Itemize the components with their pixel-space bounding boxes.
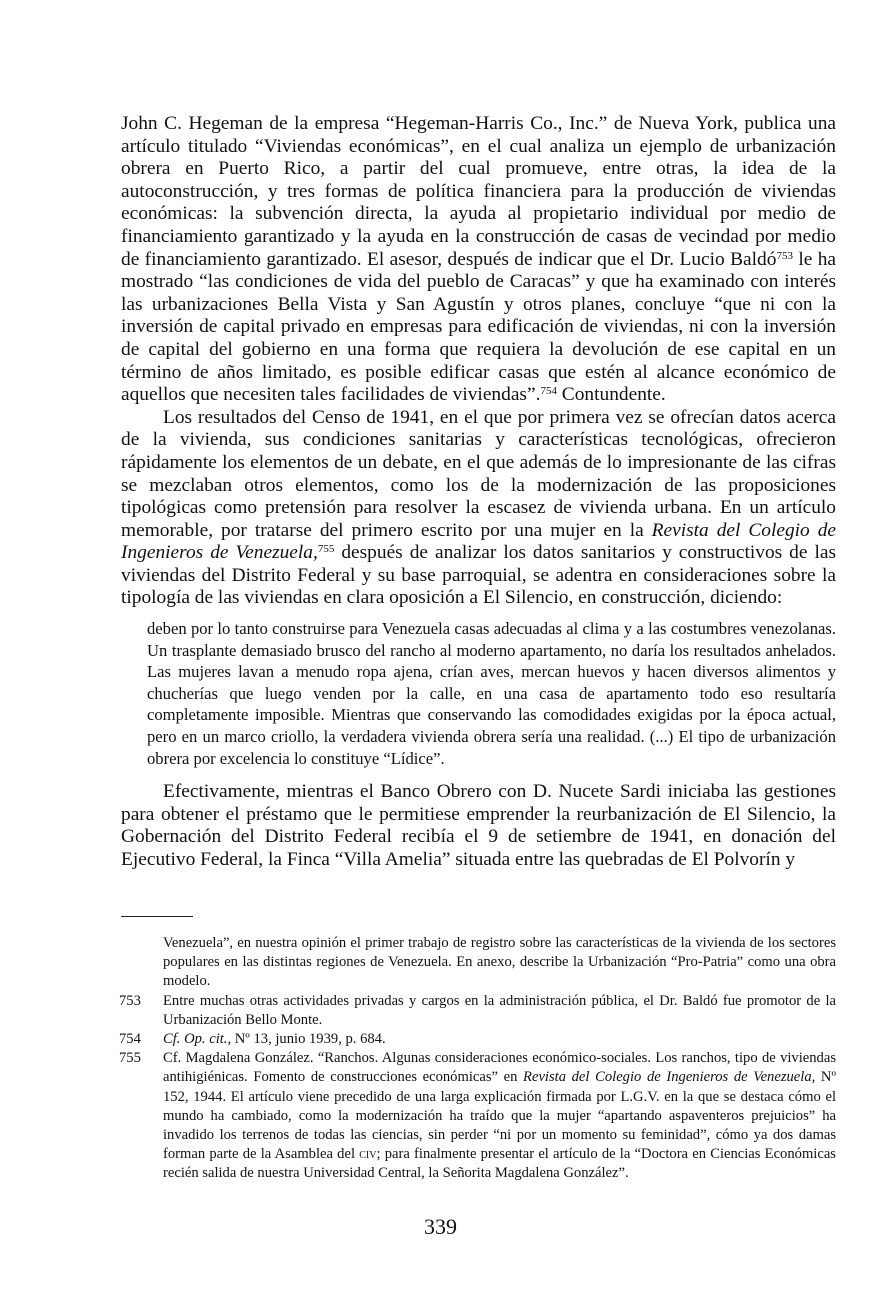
footnote-ref-754[interactable]: 754 — [540, 385, 557, 398]
footnote-755: 755 Cf. Magdalena González. “Ranchos. Algunas consideraciones económico-sociales. Los ranchos, tipo de viviendas antihigiénicas. Fomento de construcciones económicas” en Revista del Colegio de Ingenieros de Venezuela, Nº 152, 1944. El artículo viene precedido de una larga explicación firmada por L.G.V. en la que se destaca cómo el mundo ha cambiado, como la modernización ha traído que la mujer “apartando aspaventeros prejuicios” ha invadido los terrenos de todas las ciencias, sin perder “ni por un momento su feminidad”, cómo ya dos damas forman parte de la Asamblea del civ; para finalmente presentar el artículo de la “Doctora en Ciencias Económicas recién salida de nuestra Universidad Central, la Señorita Magdalena González”. — [119, 1049, 836, 1183]
footnote-754: 754 Cf. Op. cit., Nº 13, junio 1939, p. 684. — [119, 1030, 836, 1049]
footnote-ref-753[interactable]: 753 — [776, 249, 793, 262]
footnote-number: 753 — [119, 992, 141, 1009]
footnote-number: 755 — [119, 1050, 141, 1067]
footnote-ref-755[interactable]: 755 — [317, 543, 335, 556]
footnote-separator — [121, 916, 193, 917]
paragraph-censo: Los resultados del Censo de 1941, en el que por primera vez se ofrecían datos acerca de la vivienda, sus condiciones sanitarias y características tecnológicas, ofrecieron rápidamente los elementos de un debate, en el que además de lo impresionante de las cifras se mezclaban otros elementos, como los de la modernización de las proposiciones tipológicas como pretensión para resolver la escasez de vivienda urbana. En un artículo memorable, por tratarse del primero escrito por una mujer en la Revista del Colegio de Ingenieros de Venezuela,$^{755}$ después de analizar los datos sanitarios y constructivos de las viviendas del Distrito Federal y su base parroquial, se adentra en consideraciones sobre la tipología de las viviendas en clara oposición a El Silencio, en construcción, diciendo: — [121, 406, 836, 609]
block-quote: deben por lo tanto construirse para Venezuela casas adecuadas al clima y a las costumbres venezolanas. Un trasplante demasiado brusco del rancho al moderno apartamento, no daría los resultados anhelados. Las mujeres lavan a menudo ropa ajena, crían aves, mercan huevos y hacen diversos alimentos y chucherías que luego venden por la calle, en una casa de apartamento todo eso resultaría completamente imposible. Mientras que conservando las comodidades exigidas por la época actual, pero en un marco criollo, la verdadera vivienda obrera sería una realidad. (...) El tipo de urbanización obrera por excelencia lo constituye “Lídice”. — [147, 619, 836, 768]
paragraph-hegeman: John C. Hegeman de la empresa “Hegeman-Harris Co., Inc.” de Nueva York, publica una artículo titulado “Viviendas económicas”, en el cual analiza un ejemplo de urbanización obrera en Puerto Rico, a partir del cual promueve, entre otras, la idea de la autoconstrucción, y tres formas de política financiera para la producción de viviendas económicas: la subvención directa, la ayuda al propietario individual por medio de financiamiento garantizado y la ayuda en la construcción de casas de vecindad por medio de financiamiento garantizado. El asesor, después de indicar que el Dr. Lucio Baldó$^{753}$ le ha mostrado “las condiciones de vida del pueblo de Caracas” y que ha examinado con interés las urbanizaciones Bella Vista y San Agustín y otros planes, concluye “que ni con la inversión de capital privado en empresas para edificación de viviendas, ni con la inversión de capital del gobierno en una forma que requiera la devolución de ese capital en un término de años limitado, es posible edificar casas que estén al alcance económico de aquellos que necesiten tales facilidades de viviendas”.$^{754}$ Contundente. — [121, 113, 836, 406]
page-number: 339 — [424, 1214, 457, 1239]
footnote-continued: Venezuela”, en nuestra opinión el primer trabajo de registro sobre las características de la vivienda de los sectores populares en las distintas regiones de Venezuela. En anexo, describe la Urbanización “Pro-Patria” como una obra modelo. — [163, 935, 836, 990]
paragraph-efectivamente: Efectivamente, mientras el Banco Obrero con D. Nucete Sardi iniciaba las gestiones para obtener el préstamo que le permitiese emprender la reurbanización de El Silencio, la Gobernación del Distrito Federal recibía el 9 de setiembre de 1941, en donación del Ejecutivo Federal, la Finca “Villa Amelia” situada entre las quebradas de El Polvorín y — [121, 781, 836, 870]
main-text — [121, 113, 836, 872]
footnote-number: 754 — [119, 1031, 141, 1048]
journal-title: Revista del Colegio de Ingenieros de Venezuela, — [121, 519, 836, 564]
footnotes — [119, 934, 836, 1184]
footnote-753: 753 Entre muchas otras actividades privadas y cargos en la administración pública, el Dr. Baldó fue promotor de la Urbanización Bello Monte. — [119, 992, 836, 1030]
